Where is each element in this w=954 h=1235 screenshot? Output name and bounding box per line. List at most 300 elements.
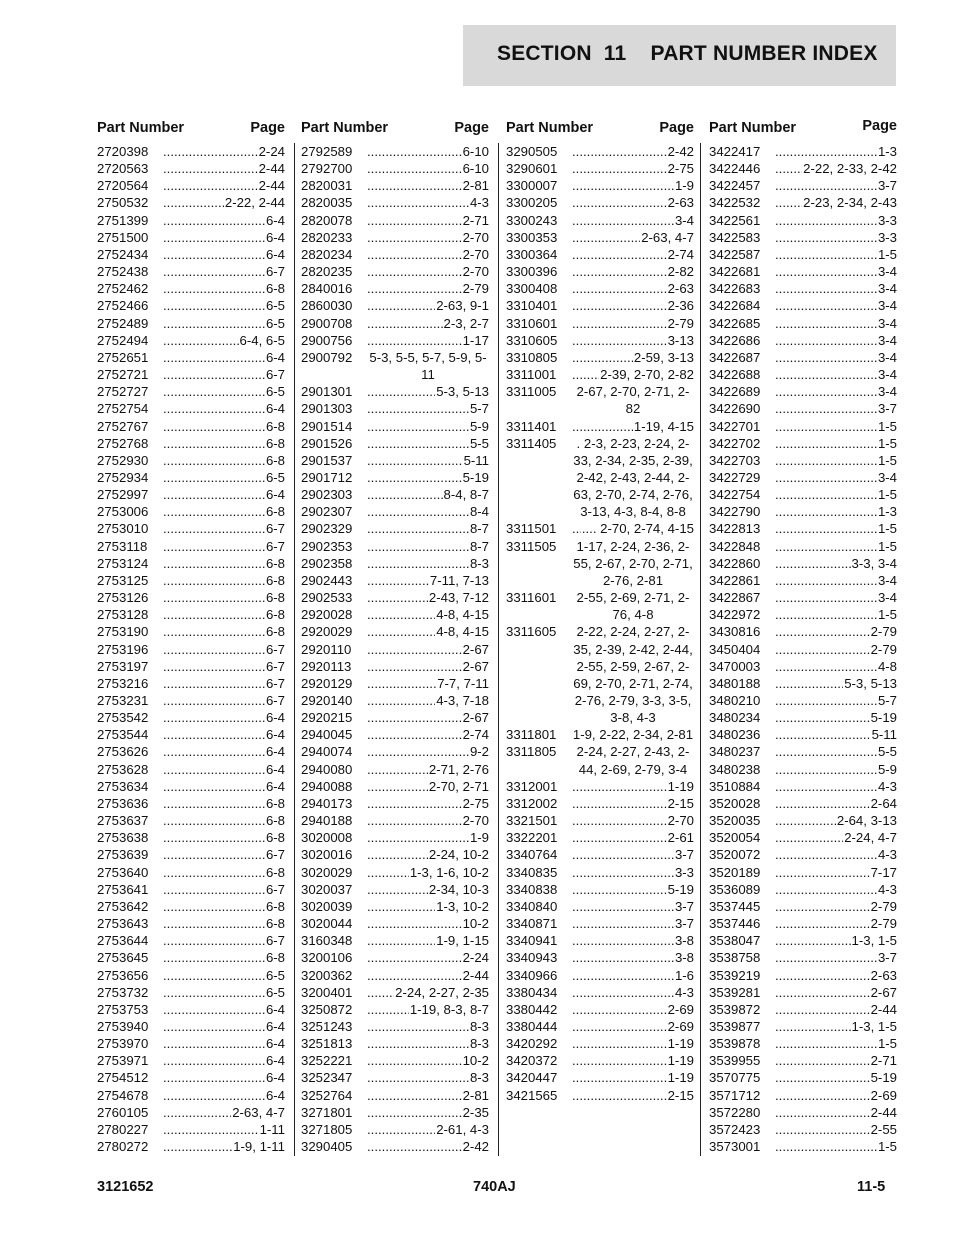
dot-leader bbox=[775, 606, 877, 623]
dot-leader bbox=[775, 1087, 870, 1104]
page-reference bbox=[367, 246, 489, 263]
page-value: 2-67 bbox=[462, 641, 489, 657]
dot-leader bbox=[367, 520, 469, 537]
dot-leader bbox=[572, 1087, 667, 1104]
part-number: 3422689 bbox=[709, 384, 761, 400]
page-reference bbox=[163, 641, 285, 658]
dot-leader bbox=[163, 212, 265, 229]
index-entry bbox=[97, 1035, 285, 1052]
part-number: 2920129 bbox=[301, 675, 353, 691]
index-entry bbox=[709, 829, 897, 846]
part-number: 3420447 bbox=[506, 1070, 558, 1086]
dot-leader bbox=[572, 881, 667, 898]
part-number: 2901514 bbox=[301, 418, 353, 434]
page-reference bbox=[367, 435, 489, 452]
part-number: 3340941 bbox=[506, 933, 558, 949]
page-reference bbox=[775, 1138, 897, 1155]
dot-leader bbox=[775, 400, 877, 417]
page-reference bbox=[163, 1001, 285, 1018]
dot-leader bbox=[367, 435, 469, 452]
index-entry bbox=[301, 452, 489, 469]
dot-leader bbox=[367, 332, 462, 349]
dot-leader bbox=[163, 864, 265, 881]
page-value: 6-7 bbox=[265, 367, 285, 383]
index-entry bbox=[709, 726, 897, 743]
page-value: 3-4 bbox=[674, 212, 694, 228]
part-number: 3571712 bbox=[709, 1087, 761, 1103]
index-entry bbox=[97, 1104, 285, 1121]
page-reference bbox=[367, 812, 489, 829]
dot-leader bbox=[572, 795, 667, 812]
page-reference bbox=[163, 795, 285, 812]
part-number: 3573001 bbox=[709, 1139, 761, 1155]
part-number: 3340840 bbox=[506, 898, 558, 914]
part-number: 3422690 bbox=[709, 401, 761, 417]
dot-leader bbox=[572, 932, 674, 949]
index-entry bbox=[301, 315, 489, 332]
dot-leader bbox=[775, 1121, 870, 1138]
page-reference bbox=[367, 743, 489, 760]
index-entry bbox=[506, 366, 694, 383]
part-number: 3310601 bbox=[506, 315, 558, 331]
page-value: 2-81 bbox=[462, 1087, 489, 1103]
index-entry bbox=[709, 1069, 897, 1086]
page-value: 6-4 bbox=[265, 487, 285, 503]
page-reference bbox=[367, 949, 489, 966]
index-entry bbox=[709, 658, 897, 675]
part-number: 2902533 bbox=[301, 590, 353, 606]
part-number: 3520072 bbox=[709, 847, 761, 863]
dot-leader bbox=[163, 967, 265, 984]
dot-leader bbox=[163, 418, 265, 435]
part-number: 2940173 bbox=[301, 795, 353, 811]
part-number: 2752768 bbox=[97, 435, 149, 451]
part-number: 2820233 bbox=[301, 229, 353, 245]
index-entry bbox=[506, 589, 694, 623]
part-number: 3539955 bbox=[709, 1053, 761, 1069]
page-reference bbox=[572, 1001, 694, 1018]
part-number: 2753628 bbox=[97, 761, 149, 777]
page-reference bbox=[163, 761, 285, 778]
index-entry bbox=[301, 967, 489, 984]
index-entry bbox=[506, 297, 694, 314]
index-entry bbox=[301, 229, 489, 246]
index-entry bbox=[301, 1018, 489, 1035]
part-number: 2752934 bbox=[97, 469, 149, 485]
page-value: 3-4 bbox=[877, 281, 897, 297]
part-number: 3422685 bbox=[709, 315, 761, 331]
page-value: 2-44 bbox=[258, 161, 285, 177]
dot-leader bbox=[163, 915, 265, 932]
part-number: 3430816 bbox=[709, 624, 761, 640]
index-entry bbox=[97, 589, 285, 606]
dot-leader bbox=[163, 658, 265, 675]
index-entry bbox=[301, 795, 489, 812]
index-entry bbox=[709, 332, 897, 349]
dot-leader bbox=[367, 967, 462, 984]
part-number: 2940188 bbox=[301, 813, 353, 829]
page-value: 2-43, 7-12 bbox=[428, 590, 489, 606]
page-value: 2-42 bbox=[667, 144, 694, 159]
dot-leader bbox=[572, 263, 667, 280]
page-reference bbox=[775, 520, 897, 537]
page-value: 1-3, 1-5 bbox=[851, 933, 897, 949]
dot-leader bbox=[367, 932, 435, 949]
index-entry bbox=[97, 383, 285, 400]
part-number: 2792700 bbox=[301, 161, 353, 177]
part-number: 3020008 bbox=[301, 830, 353, 846]
index-entry bbox=[301, 383, 489, 400]
part-number: 3200106 bbox=[301, 950, 353, 966]
page-value: 1-9, 1-15 bbox=[436, 933, 489, 949]
part-number: 2753125 bbox=[97, 572, 149, 588]
dot-leader bbox=[775, 572, 877, 589]
part-number: 2752434 bbox=[97, 246, 149, 262]
part-number: 2753644 bbox=[97, 933, 149, 949]
dot-leader bbox=[163, 297, 265, 314]
dot-leader bbox=[572, 1052, 667, 1069]
page-reference bbox=[163, 1052, 285, 1069]
page-reference bbox=[367, 915, 489, 932]
page-reference bbox=[367, 1138, 489, 1155]
page-reference bbox=[163, 538, 285, 555]
page-reference bbox=[572, 315, 694, 332]
index-entry bbox=[709, 675, 897, 692]
dot-leader bbox=[163, 229, 265, 246]
dot-leader bbox=[775, 160, 802, 177]
dot-leader bbox=[775, 641, 870, 658]
page-reference bbox=[572, 864, 694, 881]
index-entry bbox=[301, 520, 489, 537]
dot-leader bbox=[367, 538, 469, 555]
part-number: 3251243 bbox=[301, 1018, 353, 1034]
part-number: 3290505 bbox=[506, 144, 558, 159]
page-reference bbox=[163, 435, 285, 452]
index-entry bbox=[97, 143, 285, 160]
dot-leader bbox=[163, 898, 265, 915]
index-entry bbox=[301, 881, 489, 898]
dot-leader bbox=[367, 229, 462, 246]
page-value: 3-3 bbox=[877, 229, 897, 245]
page-reference bbox=[367, 400, 489, 417]
page-reference bbox=[367, 709, 489, 726]
dot-leader bbox=[775, 246, 877, 263]
index-entry bbox=[97, 846, 285, 863]
index-entry bbox=[709, 898, 897, 915]
page-reference bbox=[775, 623, 897, 640]
part-number: 3572280 bbox=[709, 1104, 761, 1120]
index-entry bbox=[301, 1087, 489, 1104]
page-reference bbox=[775, 915, 897, 932]
page-value: 6-7 bbox=[265, 693, 285, 708]
page-reference bbox=[775, 829, 897, 846]
part-number: 2940080 bbox=[301, 761, 353, 777]
page-reference bbox=[367, 761, 489, 778]
page-reference bbox=[367, 1121, 489, 1138]
page-reference bbox=[163, 143, 285, 160]
part-number: 2902443 bbox=[301, 572, 353, 588]
index-entry bbox=[301, 555, 489, 572]
part-number: 2840016 bbox=[301, 281, 353, 297]
page-value: 1-5 bbox=[877, 246, 897, 262]
page-value: 6-8 bbox=[265, 624, 285, 640]
page-value: 2-79 bbox=[870, 641, 897, 657]
part-number: 3300396 bbox=[506, 264, 558, 280]
page-reference bbox=[775, 846, 897, 863]
index-entry bbox=[709, 1035, 897, 1052]
dot-leader bbox=[163, 194, 224, 211]
dot-leader bbox=[775, 709, 870, 726]
part-number: 3422532 bbox=[709, 195, 761, 211]
column-divider bbox=[498, 143, 499, 1156]
page-reference bbox=[163, 452, 285, 469]
part-number: 2920029 bbox=[301, 624, 353, 640]
page-value: 1-3 bbox=[877, 504, 897, 520]
index-entry bbox=[97, 743, 285, 760]
page-reference bbox=[572, 1087, 694, 1104]
part-number: 3340838 bbox=[506, 881, 558, 897]
dot-leader bbox=[367, 881, 428, 898]
page-value: 1-5 bbox=[877, 435, 897, 451]
index-entry bbox=[301, 332, 489, 349]
page-reference bbox=[572, 383, 694, 417]
page-value: 2-70 bbox=[462, 264, 489, 280]
part-number: 3537446 bbox=[709, 916, 761, 932]
index-rows bbox=[506, 143, 694, 1104]
dot-leader bbox=[572, 1018, 667, 1035]
dot-leader bbox=[163, 538, 265, 555]
page-value: 3-3 bbox=[877, 212, 897, 228]
dot-leader bbox=[163, 1087, 265, 1104]
part-number: 3020029 bbox=[301, 864, 353, 880]
page-value: 6-8 bbox=[265, 916, 285, 932]
part-number: 3480210 bbox=[709, 693, 761, 708]
index-entry bbox=[97, 623, 285, 640]
part-number: 2753542 bbox=[97, 710, 149, 726]
page-reference bbox=[367, 263, 489, 280]
dot-leader bbox=[775, 418, 877, 435]
page-reference bbox=[775, 1087, 897, 1104]
dot-leader bbox=[775, 726, 871, 743]
index-entry bbox=[506, 829, 694, 846]
part-number: 3536089 bbox=[709, 881, 761, 897]
dot-leader bbox=[367, 263, 462, 280]
page-value: 2-24, 10-2 bbox=[428, 847, 489, 863]
page-value: 6-7 bbox=[265, 675, 285, 691]
page-reference bbox=[775, 349, 897, 366]
index-entry bbox=[301, 349, 489, 383]
page-reference bbox=[572, 932, 694, 949]
index-entry bbox=[506, 229, 694, 246]
part-number: 2753626 bbox=[97, 744, 149, 760]
index-entry bbox=[709, 641, 897, 658]
page-value: 1-9, 2-22, 2-34, 2-81 bbox=[572, 727, 694, 743]
page-reference bbox=[775, 315, 897, 332]
dot-leader bbox=[163, 1121, 259, 1138]
index-entry bbox=[301, 675, 489, 692]
page-value: 1-17, 2-24, 2-36, 2-55, 2-67, 2-70, 2-71, 2-76, 2-81 bbox=[573, 538, 693, 588]
index-entry bbox=[506, 160, 694, 177]
dot-leader bbox=[163, 675, 265, 692]
page-reference bbox=[775, 469, 897, 486]
page-value: 1-9, 1-11 bbox=[233, 1139, 285, 1155]
dot-leader bbox=[367, 846, 428, 863]
part-number: 2902353 bbox=[301, 538, 353, 554]
dot-leader bbox=[163, 1035, 265, 1052]
page-value: 3-4 bbox=[877, 332, 897, 348]
index-entry bbox=[506, 932, 694, 949]
index-entry bbox=[506, 280, 694, 297]
page-value: 3-7 bbox=[674, 916, 694, 932]
part-number: 2820235 bbox=[301, 264, 353, 280]
part-number: 3420292 bbox=[506, 1036, 558, 1052]
page-reference bbox=[367, 658, 489, 675]
page-value: 6-8 bbox=[265, 281, 285, 297]
index-entry bbox=[506, 263, 694, 280]
part-number: 3252764 bbox=[301, 1087, 353, 1103]
part-number: 2920110 bbox=[301, 641, 352, 657]
index-entry bbox=[301, 932, 489, 949]
page-value: 2-74 bbox=[462, 727, 489, 743]
page-value: 2-55, 2-69, 2-71, 2-76, 4-8 bbox=[576, 590, 690, 623]
index-entry bbox=[709, 366, 897, 383]
page-reference bbox=[163, 315, 285, 332]
index-entry bbox=[506, 743, 694, 777]
index-entry bbox=[301, 846, 489, 863]
page-value: 5-19 bbox=[462, 469, 489, 485]
index-entry bbox=[506, 177, 694, 194]
index-entry bbox=[709, 246, 897, 263]
page-value: 2-67 bbox=[462, 710, 489, 726]
page-value: 3-4 bbox=[877, 590, 897, 606]
page-value: 2-63, 9-1 bbox=[436, 298, 489, 314]
page-value: 3-8 bbox=[674, 950, 694, 966]
part-number: 2750532 bbox=[97, 195, 149, 211]
page-value: 3-7 bbox=[674, 847, 694, 863]
page-reference bbox=[163, 846, 285, 863]
page-value: 8-3 bbox=[469, 1070, 489, 1086]
page-reference bbox=[572, 829, 694, 846]
page-value: 1-3, 1-5 bbox=[851, 1018, 897, 1034]
dot-leader bbox=[163, 246, 265, 263]
part-number: 2820031 bbox=[301, 178, 353, 194]
page-value: 2-3, 2-7 bbox=[443, 315, 489, 331]
page-reference bbox=[572, 881, 694, 898]
page-value: 2-71, 2-76 bbox=[428, 761, 489, 777]
page-reference bbox=[367, 315, 489, 332]
index-entry bbox=[709, 572, 897, 589]
page-value: 2-23, 2-34, 2-43 bbox=[803, 195, 897, 211]
dot-leader bbox=[367, 555, 469, 572]
page-reference bbox=[367, 469, 489, 486]
dot-leader bbox=[572, 246, 667, 263]
page-value: 3-3, 3-4 bbox=[851, 555, 897, 571]
part-number: 3422687 bbox=[709, 349, 761, 365]
dot-leader bbox=[163, 1018, 265, 1035]
part-number: 2901712 bbox=[301, 469, 353, 485]
dot-leader bbox=[572, 864, 674, 881]
dot-leader bbox=[163, 761, 265, 778]
page-reference bbox=[163, 932, 285, 949]
dot-leader bbox=[367, 315, 443, 332]
part-number-header: Part Number bbox=[709, 120, 797, 136]
part-number: 2860030 bbox=[301, 298, 353, 314]
page-value: 5-7 bbox=[877, 693, 897, 708]
index-entry bbox=[506, 538, 694, 589]
page-reference bbox=[163, 194, 285, 211]
page-reference bbox=[572, 726, 694, 743]
index-entry bbox=[709, 692, 897, 709]
dot-leader bbox=[163, 160, 258, 177]
page-value: 4-3 bbox=[674, 984, 694, 1000]
page-reference bbox=[775, 1001, 897, 1018]
dot-leader bbox=[367, 915, 462, 932]
part-number: 3422867 bbox=[709, 590, 761, 606]
index-entry bbox=[97, 898, 285, 915]
part-number: 2753634 bbox=[97, 778, 149, 794]
part-number: 2940088 bbox=[301, 778, 353, 794]
page-value: 3-4 bbox=[877, 315, 897, 331]
dot-leader bbox=[572, 160, 667, 177]
page-reference bbox=[572, 366, 694, 383]
dot-leader bbox=[572, 315, 667, 332]
page-reference bbox=[572, 846, 694, 863]
page-reference bbox=[163, 212, 285, 229]
page-reference bbox=[775, 572, 897, 589]
dot-leader bbox=[572, 177, 674, 194]
page-reference bbox=[572, 795, 694, 812]
dot-leader bbox=[775, 1138, 877, 1155]
page-reference bbox=[572, 418, 694, 435]
dot-leader bbox=[367, 984, 394, 1001]
page-value: 4-8, 4-15 bbox=[436, 624, 489, 640]
page-reference bbox=[163, 1018, 285, 1035]
index-entry bbox=[97, 486, 285, 503]
page-reference bbox=[163, 675, 285, 692]
page-value: 7-7, 7-11 bbox=[437, 675, 489, 691]
page-value: 6-4 bbox=[265, 778, 285, 794]
page-reference bbox=[572, 212, 694, 229]
dot-leader bbox=[163, 778, 265, 795]
page-value: 5-7 bbox=[469, 401, 489, 417]
page-value: 4-3 bbox=[877, 847, 897, 863]
index-entry bbox=[709, 280, 897, 297]
dot-leader bbox=[367, 658, 462, 675]
page-value: 8-3 bbox=[469, 1018, 489, 1034]
part-number: 2901526 bbox=[301, 435, 353, 451]
index-entry bbox=[709, 1104, 897, 1121]
page-reference bbox=[775, 177, 897, 194]
page-reference bbox=[367, 778, 489, 795]
page-reference bbox=[775, 1035, 897, 1052]
page-reference bbox=[775, 898, 897, 915]
page-value: 6-8 bbox=[265, 555, 285, 571]
index-entry bbox=[97, 297, 285, 314]
part-number: 3310605 bbox=[506, 332, 558, 348]
index-entry bbox=[709, 709, 897, 726]
index-entry bbox=[301, 984, 489, 1001]
page-value: 6-4 bbox=[265, 401, 285, 417]
dot-leader bbox=[163, 555, 265, 572]
page-value: 2-44 bbox=[870, 1104, 897, 1120]
page-value: 6-5 bbox=[265, 384, 285, 400]
index-entry bbox=[506, 212, 694, 229]
index-entry bbox=[97, 452, 285, 469]
index-entry bbox=[506, 332, 694, 349]
dot-leader bbox=[775, 297, 877, 314]
index-entry bbox=[506, 520, 694, 537]
page-reference bbox=[367, 1087, 489, 1104]
